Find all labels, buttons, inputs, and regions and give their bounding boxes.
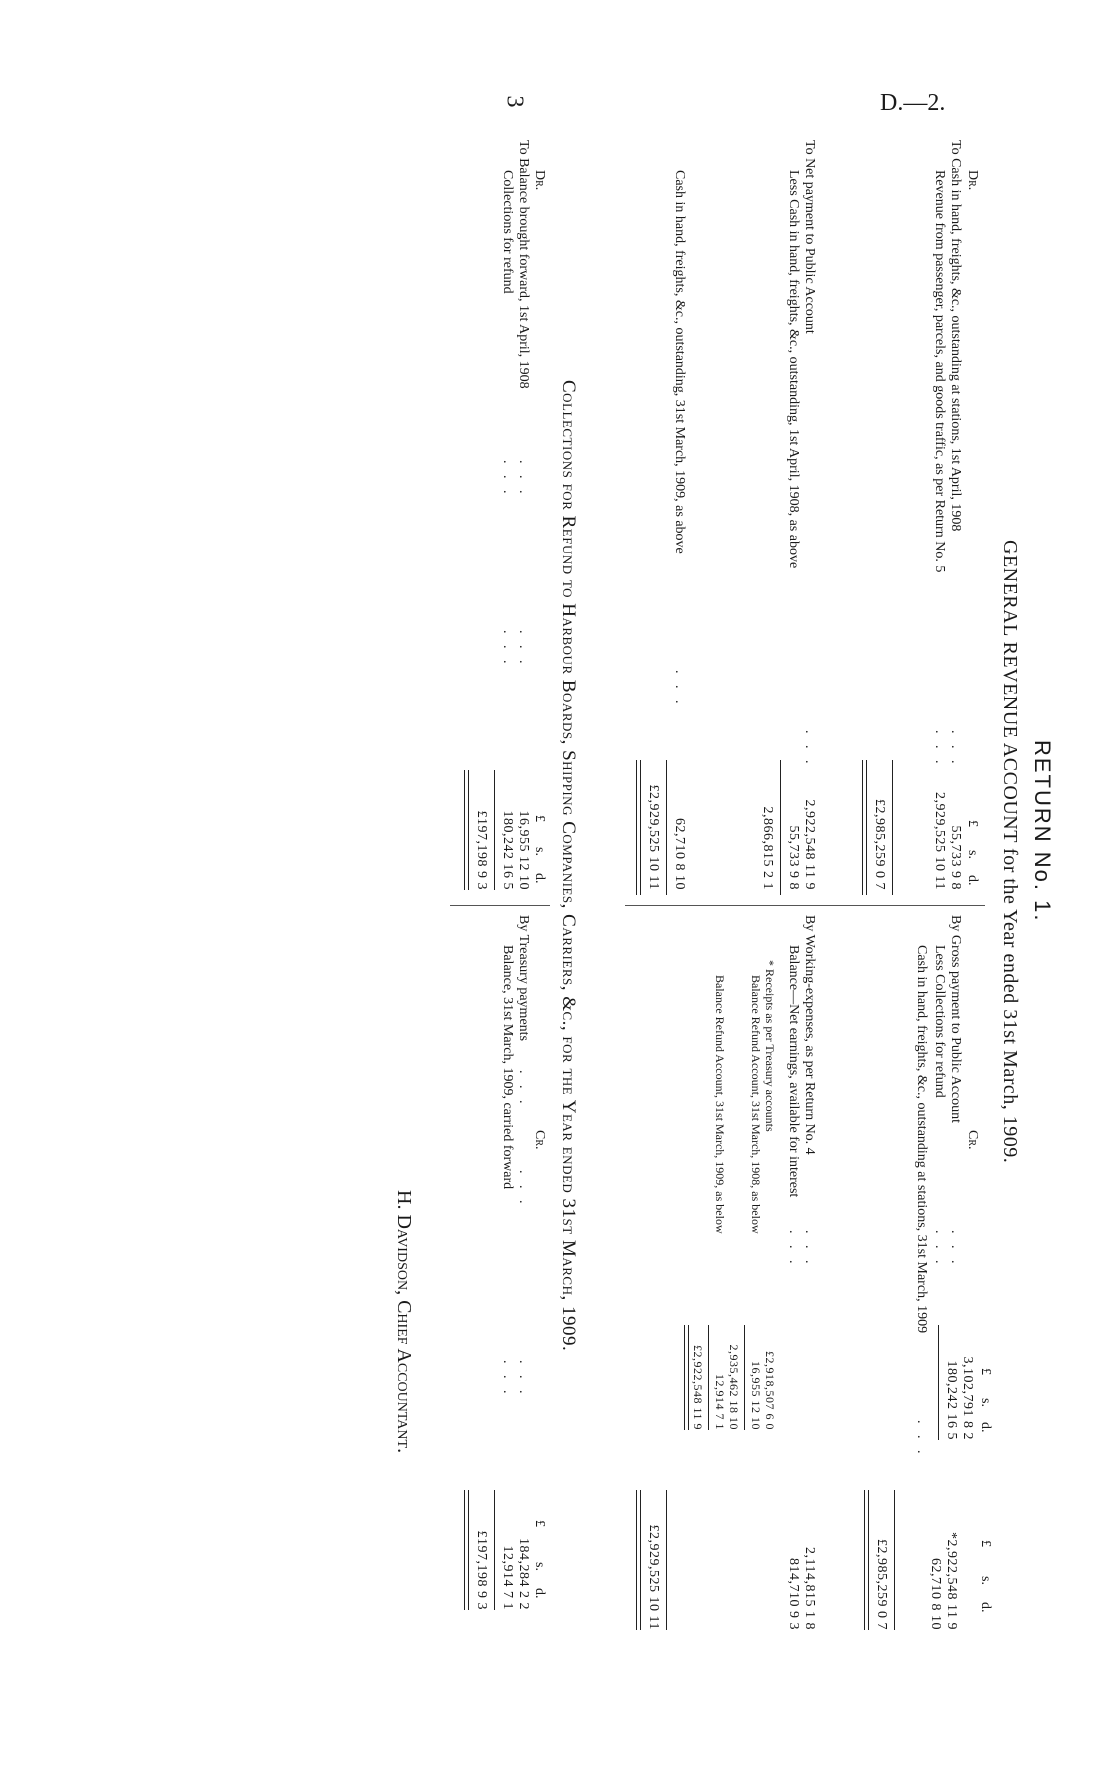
dr-b1-line1: To Cash in hand, freights, &c., outstanding at stations, 1st April, 1908 <box>948 140 963 532</box>
coll-dr-double-rule <box>464 770 469 890</box>
dr-b2-line3-dots: . . . <box>672 670 687 708</box>
fn-line3: Balance Refund Account, 31st March, 1909, as below <box>713 975 727 1234</box>
dr-b1-line1-dots: . . . <box>948 730 963 768</box>
coll-cr-total: £197,198 9 3 <box>474 1530 489 1610</box>
dr-b2-subtotal: 2,866,815 2 1 <box>760 806 775 890</box>
fn-rule2 <box>708 1325 709 1430</box>
cr-b1-rule <box>938 1325 939 1440</box>
cr-heading: Cr. <box>965 1130 980 1150</box>
coll-cr-line1-amount: 184,284 2 2 <box>516 1538 531 1610</box>
dr-b2-line3-amount: 62,710 8 10 <box>672 818 687 890</box>
signature: H. Davidson, Chief Accountant. <box>393 1190 415 1454</box>
coll-dr-line2-dots: . . . <box>500 460 515 498</box>
dr-b1-double-rule <box>862 760 867 895</box>
coll-cr-line1-dots-2: . . . <box>516 1170 531 1208</box>
dr-currency-pounds: £ <box>965 820 980 827</box>
cr-b1-double-rule <box>864 1490 869 1630</box>
dr-b2-line3: Cash in hand, freights, &c., outstanding, 31st March, 1909, as above <box>672 170 687 554</box>
fn-line3-amount: 12,914 7 1 <box>713 1374 727 1430</box>
fn-rule <box>744 1325 745 1430</box>
cr-b1-line3-dots: . . . <box>914 1420 929 1458</box>
fn-line1-amount: £2,918,507 6 0 <box>763 1351 777 1430</box>
coll-cr-line2-dots: . . . <box>500 1360 515 1398</box>
coll-cr-rule <box>494 1490 495 1610</box>
dr-heading: Dr. <box>965 170 980 191</box>
coll-dr-heading: Dr. <box>532 170 547 191</box>
cr-b1-line1: By Gross payment to Public Account <box>948 915 963 1124</box>
cr-b1-line3: Cash in hand, freights, &c., outstanding at stations, 31st March, 1909 <box>914 945 929 1334</box>
coll-dr-currency-pounds: £ <box>532 815 547 822</box>
cr-b1-net: *2,922,548 11 9 <box>944 1532 959 1630</box>
collections-title: Collections for Refund to Harbour Boards, Shipping Companies, Carriers, &c., for the Year ended 31st March, 1909. <box>558 380 579 1352</box>
dr-b2-double-rule <box>636 760 641 895</box>
coll-dr-currency-shillings: s. <box>532 847 547 856</box>
dr-b1-line2: Revenue from passenger, parcels, and goods traffic, as per Return No. 5 <box>932 170 947 573</box>
fn-subtotal: 2,935,462 18 10 <box>727 1344 741 1430</box>
page-reference: D.—2. <box>880 90 946 116</box>
cr-b1-line2-amount: 180,242 16 5 <box>944 1360 959 1440</box>
coll-dr-rule <box>494 770 495 890</box>
cr-b1-line1-dots: . . . <box>948 1230 963 1268</box>
cr-b2-line2: Balance—Net earnings, available for interest <box>786 945 801 1198</box>
cr-b1-line1-amount: 3,102,791 8 2 <box>960 1356 975 1440</box>
coll-cr-double-rule <box>464 1490 469 1610</box>
fn-line2-amount: 16,955 12 10 <box>749 1361 763 1430</box>
dr-b2-line2: Less Cash in hand, freights, &c., outstanding, 1st April, 1908, as above <box>786 170 801 569</box>
page-number: 3 <box>501 95 528 108</box>
cr-b2-line2-amount: 814,710 9 3 <box>786 1558 801 1630</box>
return-title: RETURN No. 1. <box>1030 740 1055 923</box>
cr-b2-total: £2,929,525 10 11 <box>646 1524 661 1630</box>
coll-cr-line1-dots: . . . <box>516 1070 531 1108</box>
center-divider <box>625 905 985 906</box>
cr-b1-line3-amount: 62,710 8 10 <box>928 1558 943 1630</box>
dr-b2-line1-dots: . . . <box>802 730 817 768</box>
coll-dr-currency-pence: d. <box>532 873 547 884</box>
coll-dr-line1-dots: . . . <box>516 460 531 498</box>
cr-currency-shillings-2: s. <box>978 1576 993 1585</box>
coll-dr-line2-dots-2: . . . <box>500 630 515 668</box>
coll-dr-total: £197,198 9 3 <box>474 810 489 890</box>
coll-dr-line1-amount: 16,955 12 10 <box>516 810 531 890</box>
coll-cr-line2: Balance, 31st March, 1909, carried forward <box>500 945 515 1190</box>
dr-b2-total: £2,929,525 10 11 <box>646 784 661 890</box>
cr-b2-double-rule <box>636 1490 641 1630</box>
fn-total: £2,922,548 11 9 <box>691 1344 705 1430</box>
dr-b2-rule2 <box>666 760 667 895</box>
cr-b2-line1: By Working-expenses, as per Return No. 4 <box>802 915 817 1155</box>
coll-cr-currency-shillings: s. <box>532 1562 547 1571</box>
dr-b2-rule <box>780 760 781 895</box>
cr-b1-total: £2,985,259 0 7 <box>874 1539 889 1630</box>
cr-b2-line1-amount: 2,114,815 1 8 <box>802 1547 817 1630</box>
dr-b1-line1-amount: 55,733 9 8 <box>948 825 963 890</box>
dr-b1-total: £2,985,259 0 7 <box>872 799 887 890</box>
cr-b1-rule2 <box>894 1490 895 1630</box>
fn-line1: * Receipts as per Treasury accounts <box>763 960 777 1132</box>
rotated-ledger <box>55 110 1055 1670</box>
cr-b2-line1-dots: . . . <box>802 1230 817 1268</box>
coll-cr-line1: By Treasury payments <box>516 915 531 1041</box>
dr-b2-line1: To Net payment to Public Account <box>802 140 817 334</box>
coll-divider <box>450 905 550 906</box>
cr-currency-pence-2: d. <box>978 1602 993 1613</box>
fn-double-rule <box>684 1325 689 1430</box>
cr-currency-pounds: £ <box>978 1368 993 1375</box>
account-title: GENERAL REVENUE ACCOUNT for the Year ended 31st March, 1909. <box>999 540 1021 1164</box>
dr-b1-line2-amount: 2,929,525 10 11 <box>932 792 947 890</box>
cr-currency-pounds-2: £ <box>978 1540 993 1547</box>
coll-dr-line2-amount: 180,242 16 5 <box>500 810 515 890</box>
coll-dr-line2: Collections for refund <box>500 170 515 294</box>
coll-cr-currency-pounds: £ <box>532 1520 547 1527</box>
cr-b1-line2-dots: . . . <box>932 1230 947 1268</box>
cr-currency-shillings: s. <box>978 1398 993 1407</box>
coll-cr-line2-amount: 12,914 7 1 <box>500 1545 515 1610</box>
dr-currency-pence: d. <box>965 875 980 886</box>
coll-cr-line1-dots-3: . . . <box>516 1360 531 1398</box>
cr-b1-line2: Less Collections for refund <box>932 945 947 1098</box>
cr-currency-pence: d. <box>978 1422 993 1433</box>
coll-cr-currency-pence: d. <box>532 1588 547 1599</box>
dr-b1-rule <box>892 760 893 895</box>
coll-dr-line1: To Balance brought forward, 1st April, 1908 <box>516 140 531 389</box>
dr-currency-shillings: s. <box>965 850 980 859</box>
coll-dr-line1-dots-2: . . . <box>516 630 531 668</box>
dr-b2-line1-amount: 2,922,548 11 9 <box>802 799 817 890</box>
dr-b1-line2-dots: . . . <box>932 730 947 768</box>
coll-cr-heading: Cr. <box>532 1130 547 1150</box>
fn-line2: Balance Refund Account, 31st March, 1908, as below <box>749 975 763 1234</box>
dr-b2-line2-amount: 55,733 9 8 <box>786 825 801 890</box>
cr-b2-rule <box>666 1490 667 1630</box>
cr-b2-line2-dots: . . . <box>786 1230 801 1268</box>
